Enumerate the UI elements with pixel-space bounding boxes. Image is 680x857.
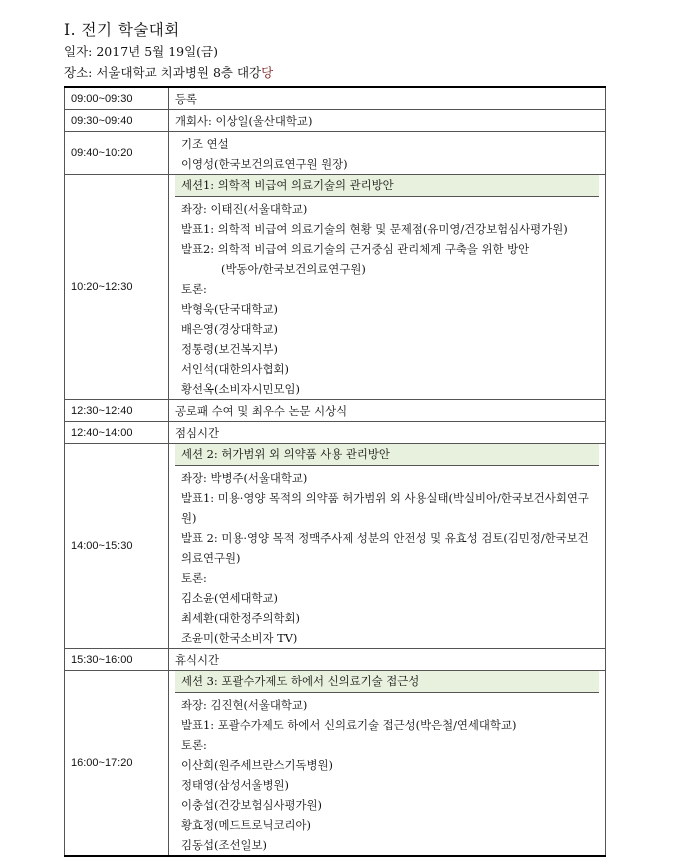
schedule-row-keynote [65,132,606,175]
event-venue [64,63,273,81]
panelist: 최세환(대한정주의학회) [181,611,300,625]
schedule-row-lunch [65,422,606,444]
venue-text: 장소: 서울대학교 치과병원 8층 대강 [64,65,262,80]
schedule-row-session1 [65,175,606,400]
panel-label: 토론: [181,571,207,585]
panelist: 배은영(경상대학교) [181,322,278,336]
presentation: 발표1: 의학적 비급여 의료기술의 현황 및 문제점(유미영/건강보험심사평가원) [181,222,568,236]
schedule-row-awards [65,400,606,422]
time-cell: 12:30~12:40 [65,400,169,422]
session-title: 세션 2: 허가범위 외 의약품 사용 관리방안 [175,444,599,466]
schedule-row-break [65,649,606,671]
panelist: 황효정(메드트로닉코리아) [181,818,311,832]
panelist: 황선옥(소비자시민모임) [181,382,300,396]
presentation: 발표2: 의학적 비급여 의료기술의 근거중심 관리체계 구축을 위한 방안 [181,242,530,256]
presentation: 발표1: 미용·영양 목적의 의약품 허가범위 외 사용실태(박실비아/한국보건사회연구원) [181,491,589,525]
presentation-continuation: (박동아/한국보건의료연구원) [221,262,366,276]
time-cell: 10:20~12:30 [65,175,169,400]
session-chair: 좌장: 김진현(서울대학교) [181,698,308,712]
time-cell: 16:00~17:20 [65,671,169,857]
session-chair: 좌장: 이태진(서울대학교) [181,202,308,216]
schedule-row-opening [65,110,606,132]
schedule-row-session3 [65,671,606,857]
keynote-title: 기조 연설 [181,137,229,151]
program-cell [169,444,606,649]
venue-text-suffix: 당 [261,65,274,80]
panelist: 박형욱(단국대학교) [181,302,278,316]
program-cell [169,175,606,400]
schedule-row-session2 [65,444,606,649]
presentation: 발표 2: 미용·영양 목적 정맥주사제 성분의 안전성 및 유효성 검토(김민정/한국보건의료연구원) [181,531,589,565]
program-cell: 공로패 수여 및 최우수 논문 시상식 [169,400,606,422]
panelist: 김동섭(조선일보) [181,838,267,852]
time-cell: 15:30~16:00 [65,649,169,671]
program-cell: 휴식시간 [169,649,606,671]
program-cell [169,132,606,175]
section-heading: Ⅰ. 전기 학술대회 [64,21,180,39]
panelist: 이산희(원주세브란스기독병원) [181,758,333,772]
session-title: 세션 3: 포괄수가제도 하에서 신의료기술 접근성 [175,671,599,693]
schedule-row-registration [65,87,606,110]
panel-label: 토론: [181,738,207,752]
time-cell: 09:30~09:40 [65,110,169,132]
panelist: 이충섭(건강보험심사평가원) [181,798,322,812]
panelist: 정태영(삼성서울병원) [181,778,289,792]
session-chair: 좌장: 박병주(서울대학교) [181,471,308,485]
time-cell: 12:40~14:00 [65,422,169,444]
program-cell: 등록 [169,87,606,110]
time-cell: 09:40~10:20 [65,132,169,175]
time-cell: 09:00~09:30 [65,87,169,110]
panel-label: 토론: [181,282,207,296]
time-cell: 14:00~15:30 [65,444,169,649]
presentation: 발표1: 포괄수가제도 하에서 신의료기술 접근성(박은철/연세대학교) [181,718,517,732]
panelist: 김소윤(연세대학교) [181,591,278,605]
event-date: 일자: 2017년 5월 19일(금) [64,44,219,59]
schedule-table [64,86,606,857]
program-cell: 개회사: 이상일(울산대학교) [169,110,606,132]
panelist: 조윤미(한국소비자 TV) [181,631,298,645]
program-cell [169,671,606,857]
keynote-speaker: 이영성(한국보건의료연구원 원장) [181,157,348,171]
panelist: 정통령(보건복지부) [181,342,278,356]
panelist: 서인석(대한의사협회) [181,362,289,376]
session-title: 세션1: 의학적 비급여 의료기술의 관리방안 [175,175,599,197]
program-cell: 점심시간 [169,422,606,444]
